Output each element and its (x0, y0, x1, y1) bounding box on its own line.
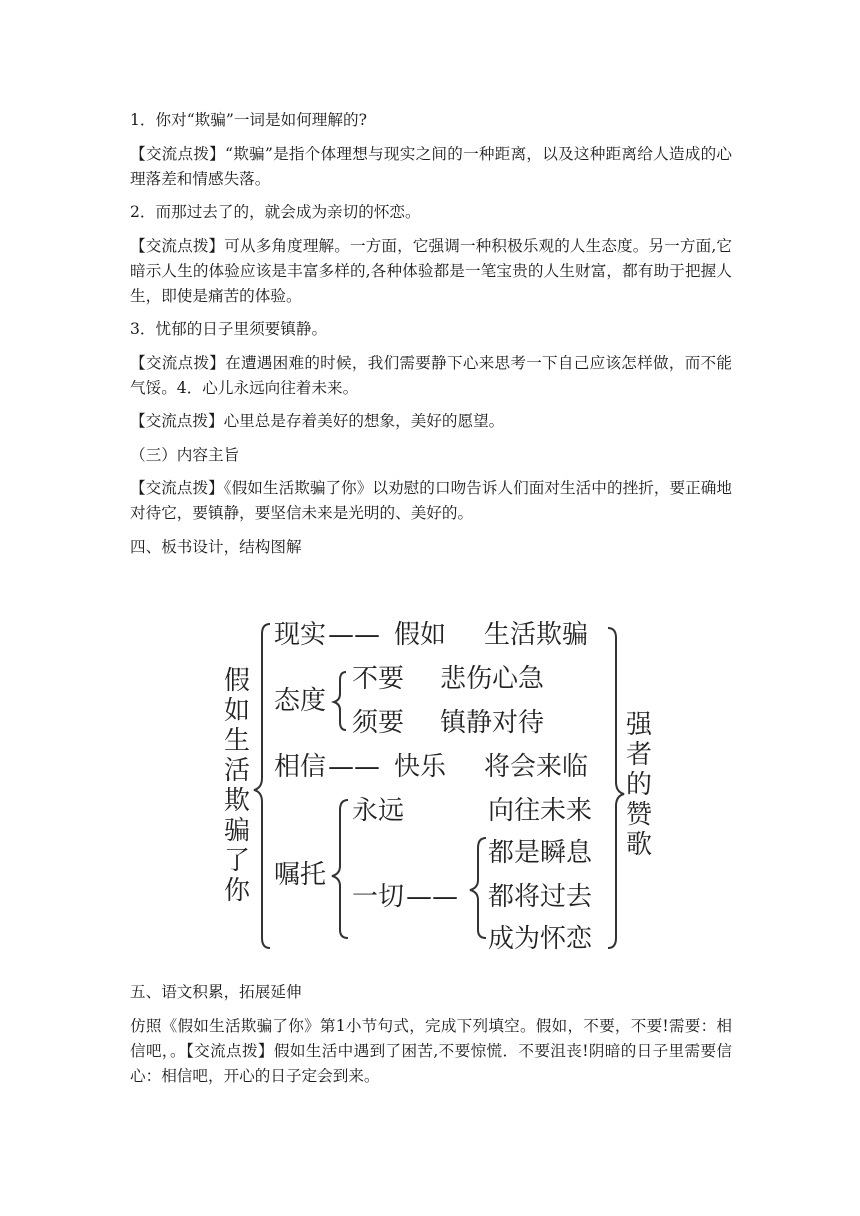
attitude-label: 态度 (274, 686, 327, 716)
entrust-all-dash: —— (406, 882, 458, 912)
section-extension-heading: 五、语文积累，拓展延伸 (130, 983, 302, 1001)
attitude-item-0-a: 不要 (352, 664, 405, 694)
text-bottom (130, 980, 732, 1089)
section-theme-heading: （三）内容主旨 (130, 445, 240, 464)
entrust-forever-a: 永远 (352, 796, 405, 826)
believe-dash: —— (328, 752, 380, 782)
question-2: 2．而那过去了的，就会成为亲切的怀恋。 (130, 203, 421, 221)
attitude-item-1-a: 须要 (352, 708, 405, 738)
right-title-vertical: 强者的赞歌 (625, 710, 652, 860)
answer-theme: 【交流点拨】《假如生活欺骗了你》以劝慰的口吻告诉人们面对生活中的挫折，要正确地对待它，要镇静，要坚信未来是光明的、美好的。 (130, 479, 732, 522)
main-right-brace (608, 628, 624, 948)
attitude-brace (334, 672, 346, 730)
believe-a: 快乐 (394, 752, 447, 782)
question-1: 1．你对“欺骗”一词是如何理解的? (130, 111, 367, 129)
reality-dash: —— (328, 620, 380, 650)
believe-label: 相信 (274, 752, 327, 782)
entrust-all-item-1: 都将过去 (488, 882, 593, 912)
answer-4: 【交流点拨】心里总是存着美好的想象，美好的愿望。 (130, 412, 505, 430)
answer-2: 【交流点拨】可从多角度理解。一方面，它强调一种积极乐观的人生态度。另一方面,它暗示人生的体验应该是丰富多样的,各种体验都是一笔宝贵的人生财富，都有助于把握人生，即使是痛苦的体验。 (130, 236, 732, 305)
question-3: 3．忧郁的日子里须要镇静。 (130, 320, 328, 338)
entrust-forever-b: 向往未来 (488, 796, 593, 826)
entrust-label: 嘱托 (274, 860, 327, 890)
board-structure-diagram (218, 618, 652, 956)
entrust-all-item-2: 成为怀恋 (488, 924, 593, 954)
text-top (130, 108, 732, 560)
answer-1: 【交流点拨】“欺骗”是指个体理想与现实之间的一种距离，以及这种距离给人造成的心理落差和情感失落。 (130, 144, 732, 188)
reality-label: 现实 (274, 620, 327, 650)
answer-3: 【交流点拨】在遭遇困难的时候，我们需要静下心来思考一下自己应该怎样做，而不能气馁。4．心儿永远向往着未来。 (130, 353, 732, 397)
believe-b: 将会来临 (484, 752, 589, 782)
section-board-heading: 四、板书设计，结构图解 (130, 537, 302, 556)
entrust-all-a: 一切 (352, 882, 405, 912)
reality-b: 生活欺骗 (484, 620, 589, 650)
entrust-brace (332, 800, 348, 938)
entrust-all-item-0: 都是瞬息 (488, 838, 593, 868)
main-left-brace (254, 624, 270, 948)
extension-exercise: 仿照《假如生活欺骗了你》第1小节句式，完成下列填空。假如，不要，不要!需要：相信吧，。【交流点拨】假如生活中遇到了困苦,不要惊慌．不要沮丧!阴暗的日子里需要信心：相信吧，开心的日子定会到来。 (130, 1016, 732, 1085)
attitude-item-1-b: 镇静对待 (440, 708, 545, 738)
attitude-item-0-b: 悲伤心急 (440, 664, 545, 694)
reality-a: 假如 (394, 620, 447, 650)
left-title-vertical: 假如生活欺骗了你 (223, 666, 250, 906)
all-brace (470, 838, 486, 938)
